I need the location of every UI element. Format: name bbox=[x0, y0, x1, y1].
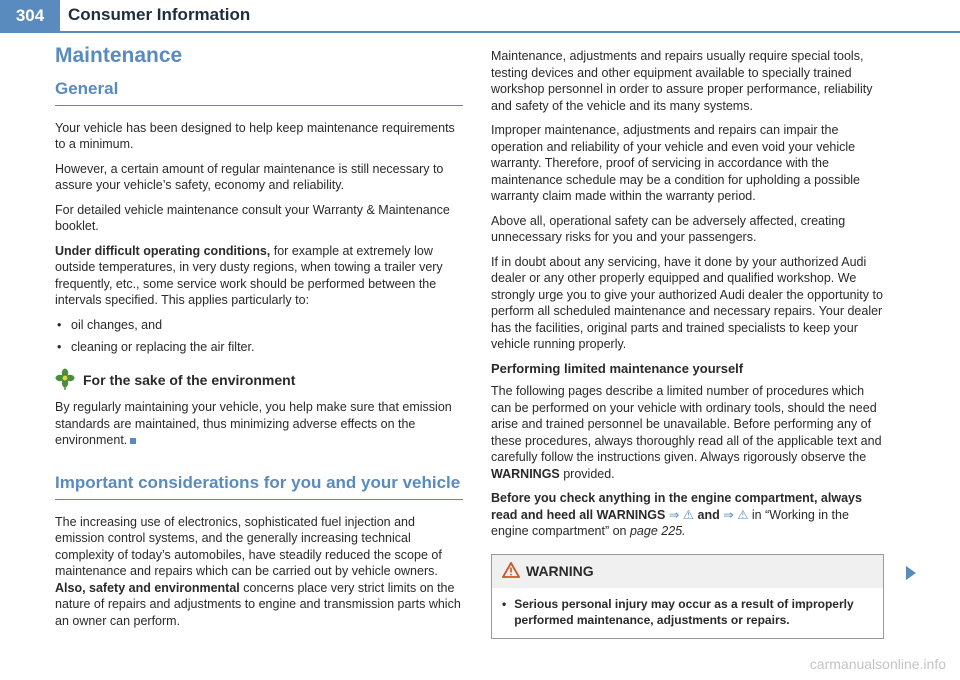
important-text-b: concerns place very strict limits on the nature of repairs and adjustments to engine and transmission parts which an owner can perform. bbox=[55, 580, 461, 628]
end-of-section-mark bbox=[130, 438, 136, 444]
important-paragraph bbox=[55, 514, 463, 630]
reference-arrow-icon[interactable]: ⇒ bbox=[723, 507, 734, 522]
flower-icon bbox=[55, 368, 75, 394]
warning-text: Serious personal injury may occur as a result of improperly performed maintenance, adjustments or repairs. bbox=[514, 597, 854, 627]
right-paragraph-3: Above all, operational safety can be adversely affected, creating unnecessary risks for you and your passengers. bbox=[491, 213, 846, 244]
warning-triangle-icon: ⚠ bbox=[737, 507, 749, 522]
header-rule bbox=[0, 31, 960, 33]
engine-check-and: and bbox=[697, 507, 720, 522]
right-paragraph-4: If in doubt about any servicing, have it done by your authorized Audi dealer or any other properly equipped and qualified workshop. We strongly urge you to give your authorized Audi dealer the opportunity to perform all scheduled maintenance and necessary repairs. Your dealer has the facilities, original parts and trained specialists to keep your vehicle running properly. bbox=[491, 254, 883, 351]
right-paragraph-2: Improper maintenance, adjustments and repairs can impair the operation and reliability of your vehicle and even void your vehicle warranty. Therefore, proof of servicing in accordance with the maintenance schedule may be a condition for upholding a possible warranty claim made within the warranty period. bbox=[491, 123, 860, 203]
section-title: Maintenance bbox=[55, 44, 183, 67]
difficult-conditions-lead: Under difficult operating conditions, bbox=[55, 243, 271, 258]
limited-text-b: provided. bbox=[559, 466, 615, 481]
service-list bbox=[55, 317, 463, 356]
bullet-icon: • bbox=[502, 597, 507, 611]
page-reference-link[interactable]: page 225. bbox=[629, 524, 686, 538]
warning-triangle-icon bbox=[502, 562, 520, 582]
general-paragraph-3: For detailed vehicle maintenance consult your Warranty & Maintenance booklet. bbox=[55, 202, 450, 233]
next-page-arrow-icon[interactable] bbox=[906, 566, 916, 580]
limited-text-bold: WARNINGS bbox=[491, 466, 560, 481]
limited-maintenance-heading: Performing limited maintenance yourself bbox=[491, 360, 744, 376]
warning-body bbox=[492, 588, 883, 638]
important-text-bold: Also, safety and environmental bbox=[55, 580, 240, 595]
page-number-badge bbox=[0, 0, 60, 32]
left-column bbox=[55, 44, 463, 637]
environment-paragraph bbox=[55, 399, 463, 449]
environment-heading bbox=[55, 368, 463, 394]
general-paragraph-2: However, a certain amount of regular maintenance is still necessary to assure your vehicle’s safety, economy and reliability. bbox=[55, 161, 444, 192]
limited-maintenance-paragraph bbox=[491, 383, 884, 482]
engine-check-bold: Before you check anything in the engine compartment, always read and heed all WARNINGS bbox=[491, 491, 862, 522]
warning-header bbox=[492, 555, 883, 589]
difficult-conditions-paragraph bbox=[55, 243, 463, 309]
limited-text-a: The following pages describe a limited number of procedures which can be performed on your vehicle with ordinary tools, should the need arise and trained personnel be unavailable. Before performing any of these procedures, always thoroughly read all of the applicable text and carefully follow the instructions given. Always rigorously observe the bbox=[491, 384, 882, 464]
list-item: • oil changes, and bbox=[55, 317, 463, 334]
right-column bbox=[491, 48, 884, 639]
general-paragraph-1: Your vehicle has been designed to help keep maintenance requirements to a minimum. bbox=[55, 120, 455, 151]
warning-box bbox=[491, 554, 884, 640]
right-paragraph-1: Maintenance, adjustments and repairs usually require special tools, testing devices and other equipment available to specially trained workshop personnel in order to assure proper performance, reliability and safety of the vehicle and its many systems. bbox=[491, 49, 873, 113]
reference-arrow-icon[interactable]: ⇒ bbox=[668, 507, 680, 522]
difficult-conditions-text: for example at extremely low outside temperatures, in very dusty regions, when towing a trailer very frequently, etc., some service work should be performed between the intervals specified. This applies particularly to: bbox=[55, 243, 443, 307]
watermark: carmanualsonline.info bbox=[809, 656, 946, 672]
list-item: • cleaning or replacing the air filter. bbox=[55, 339, 463, 356]
environment-text: By regularly maintaining your vehicle, you help make sure that emission standards are maintained, thus minimizing adverse effects on the environment. bbox=[55, 400, 452, 447]
chapter-title: Consumer Information bbox=[68, 5, 251, 24]
environment-title: For the sake of the environment bbox=[83, 372, 296, 388]
warning-title: WARNING bbox=[526, 563, 594, 579]
warning-triangle-icon: ⚠ bbox=[682, 507, 695, 522]
important-heading: Important considerations for you and your vehicle bbox=[55, 471, 463, 500]
page-number: 304 bbox=[15, 6, 45, 25]
warning-item bbox=[502, 596, 873, 628]
engine-check-in: in “Working in the engine compartment” on bbox=[491, 507, 849, 538]
engine-check-paragraph bbox=[491, 490, 884, 540]
general-heading: General bbox=[55, 77, 463, 106]
important-text-a: The increasing use of electronics, sophisticated fuel injection and emission control systems, and the generally increasing technical complexity of today’s automobiles, have steadily reduced the scope of maintenance and repairs which can be carried out by vehicle owners. bbox=[55, 514, 442, 578]
